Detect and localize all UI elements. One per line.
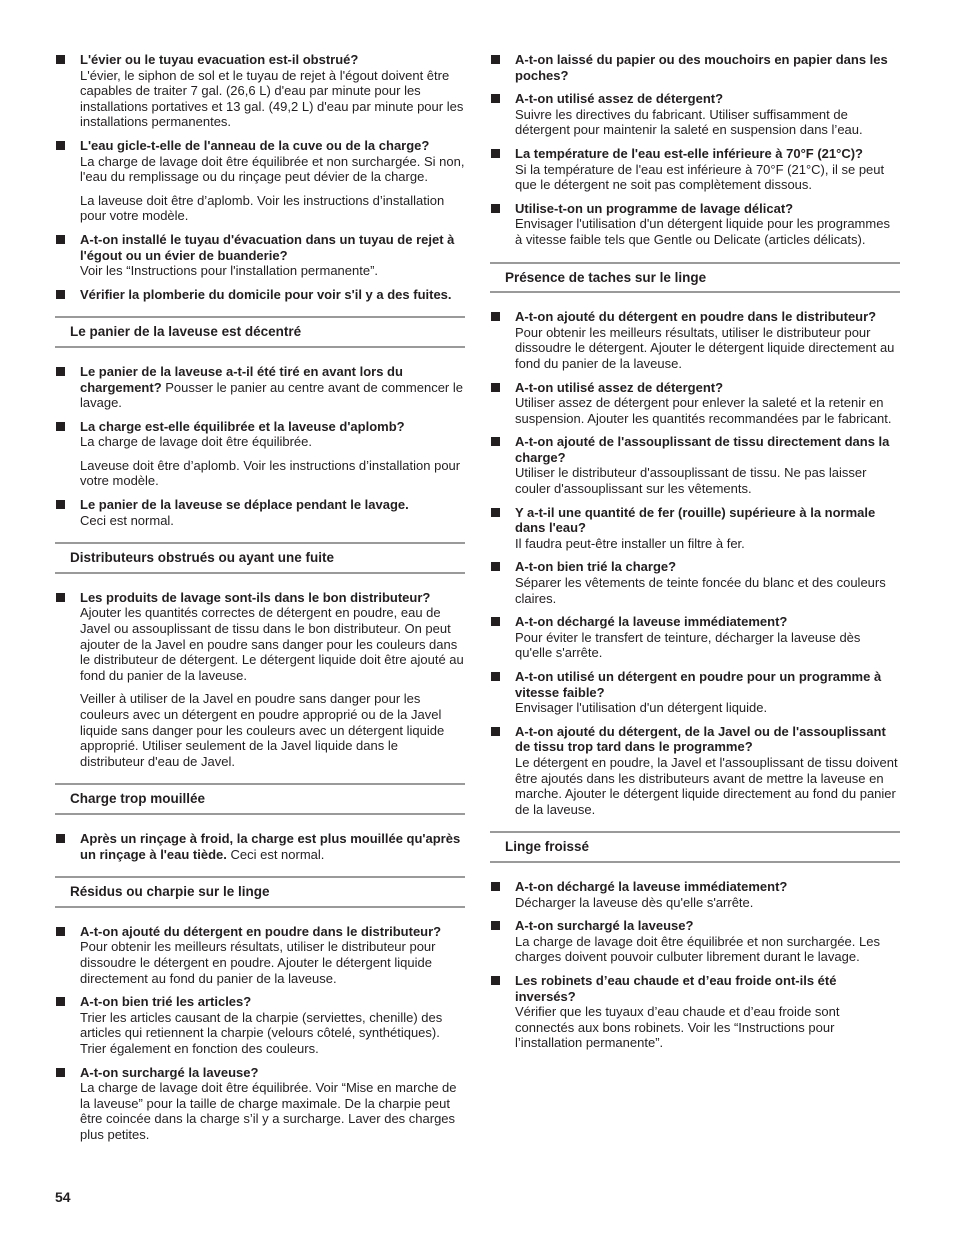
square-bullet-icon [491, 882, 500, 891]
answer: Le détergent en poudre, la Javel et l'assouplissant de tissu doivent être ajoutés dans les distributeurs avant de mettre la laveuse en marche. Ajouter le détergent liquide directement au fond du panier de la laveuse. [515, 754, 898, 817]
section-heading: Présence de taches sur le linge [490, 262, 900, 294]
question: A-t-on ajouté du détergent, de la Javel ou de l'assouplissant de tissu trop tard dans le programme? [515, 723, 886, 755]
list-item [55, 52, 465, 130]
square-bullet-icon [491, 149, 500, 158]
answer: Pousser le panier au centre avant de commencer le lavage. [80, 379, 463, 411]
answer: Envisager l'utilisation d'un détergent liquide pour les programmes à vitesse faible tels que Gentle ou Delicate (articles délicats). [515, 216, 890, 247]
square-bullet-icon [491, 508, 500, 517]
question: A-t-on utilisé assez de détergent? [515, 379, 724, 395]
list-item [490, 973, 900, 1051]
square-bullet-icon [491, 672, 500, 681]
list-item [55, 590, 465, 684]
square-bullet-icon [491, 94, 500, 103]
answer: La charge de lavage doit être équilibrée et non surchargée. Si non, l'eau du remplissage ou du rinçage peut dévier de la charge. [80, 153, 465, 185]
paragraph: Veiller à utiliser de la Javel en poudre sans danger pour les couleurs avec un détergent en poudre approprié ou de la Javel liquide sans danger pour les couleurs avec un détergent liquide approprié. Utiliser seulement de la Javel liquide dans le distributeur d'eau de Javel. [80, 691, 445, 769]
square-bullet-icon [491, 437, 500, 446]
answer: Vérifier que les tuyaux d’eau chaude et d’eau froide sont connectés aux bons robinets. Voir les “Instructions pour l’installation permanente”. [515, 1004, 840, 1051]
list-item [55, 232, 465, 279]
list-item [55, 364, 465, 411]
square-bullet-icon [56, 927, 65, 936]
question: A-t-on bien trié la charge? [515, 559, 677, 575]
question: A-t-on installé le tuyau d'évacuation dans un tuyau de rejet à l'égout ou un évier de buanderie? [80, 231, 455, 263]
question: Le panier de la laveuse a-t-il été tiré en avant lors du chargement? [80, 363, 403, 395]
answer: Séparer les vêtements de teinte foncée du blanc et des couleurs claires. [515, 575, 886, 606]
square-bullet-icon [491, 921, 500, 930]
square-bullet-icon [56, 500, 65, 509]
question: La température de l'eau est-elle inférieure à 70°F (21°C)? [515, 145, 863, 161]
square-bullet-icon [56, 235, 65, 244]
square-bullet-icon [56, 141, 65, 150]
answer: Il faudra peut-être installer un filtre à fer. [515, 535, 745, 551]
answer: Envisager l'utilisation d'un détergent liquide. [515, 700, 768, 716]
question: A-t-on ajouté de l'assouplissant de tissu directement dans la charge? [515, 434, 890, 465]
list-item [490, 879, 900, 910]
square-bullet-icon [56, 55, 65, 64]
list-item [55, 419, 465, 450]
list-item [55, 287, 465, 303]
answer: Voir les “Instructions pour l'installation permanente”. [80, 263, 379, 279]
square-bullet-icon [491, 204, 500, 213]
list-item [490, 380, 900, 427]
list-item [490, 91, 900, 138]
square-bullet-icon [56, 593, 65, 602]
answer: Trier les articles causant de la charpie (serviettes, chenille) des articles qui retiennent la charpie (velours côtelé, synthétiques). Trier également en fonction des couleurs. [80, 1009, 443, 1056]
answer: Si la température de l'eau est inférieure à 70°F (21°C), il se peut que le détergent ne soit pas complètement dissous. [515, 161, 885, 193]
list-item [55, 497, 465, 528]
square-bullet-icon [56, 367, 65, 376]
square-bullet-icon [491, 727, 500, 736]
question: Y a-t-il une quantité de fer (rouille) supérieure à la normale dans l'eau? [515, 504, 876, 536]
question: Les produits de lavage sont-ils dans le bon distributeur? [80, 589, 431, 605]
list-item [490, 669, 900, 716]
right-column [490, 52, 900, 1059]
square-bullet-icon [491, 312, 500, 321]
list-item [490, 201, 900, 248]
answer: Ajouter les quantités correctes de détergent en poudre, eau de Javel ou assouplissant de tissu dans le bon distributeur. On peut ajouter de la Javel en poudre sans danger pour les couleurs dans le distributeur de détergent. Le détergent liquide doit être ajouté au fond du panier de la laveuse. [80, 605, 464, 683]
page-number: 54 [55, 1189, 71, 1205]
list-item [490, 52, 900, 83]
paragraph: Laveuse doit être d’aplomb. Voir les instructions d’installation pour votre modèle. [80, 457, 461, 489]
question: L'évier ou le tuyau evacuation est-il obstrué? [80, 52, 359, 67]
answer: Pour obtenir les meilleurs résultats, utiliser le distributeur pour dissoudre le détergent. Ajouter le détergent liquide directement au fond du panier de la laveuse. [515, 324, 895, 371]
question: Après un rinçage à froid, la charge est plus mouillée qu'après un rinçage à l'eau tiède. [80, 830, 461, 862]
answer: Utiliser assez de détergent pour enlever la saleté et la retenir en suspension. Ajouter les quantités recommandées par le fabricant. [515, 395, 892, 426]
question: La charge est-elle équilibrée et la laveuse d'aplomb? [80, 418, 405, 434]
question: A-t-on surchargé la laveuse? [515, 918, 694, 934]
question: Le panier de la laveuse se déplace pendant le lavage. [80, 497, 409, 513]
square-bullet-icon [491, 562, 500, 571]
square-bullet-icon [56, 834, 65, 843]
question: Vérifier la plomberie du domicile pour voir s'il y a des fuites. [80, 286, 452, 302]
question: L'eau gicle-t-elle de l'anneau de la cuve ou de la charge? [80, 137, 430, 153]
answer: La charge de lavage doit être équilibrée et non surchargée. Les charges doivent pouvoir culbuter librement durant le lavage. [515, 933, 880, 965]
left-column [55, 52, 465, 1150]
question: A-t-on surchargé la laveuse? [80, 1064, 259, 1080]
question: A-t-on utilisé un détergent en poudre pour un programme à vitesse faible? [515, 669, 882, 700]
section-heading: Résidus ou charpie sur le linge [55, 876, 465, 908]
answer: La charge de lavage doit être équilibrée. [80, 434, 312, 450]
list-item [490, 559, 900, 606]
square-bullet-icon [56, 290, 65, 299]
question: A-t-on ajouté du détergent en poudre dans le distributeur? [515, 309, 877, 325]
list-item [55, 994, 465, 1056]
question: A-t-on déchargé la laveuse immédiatement? [515, 878, 788, 894]
answer: Pour éviter le transfert de teinture, décharger la laveuse dès qu'elle s'arrête. [515, 629, 861, 661]
list-item [55, 138, 465, 185]
question: A-t-on déchargé la laveuse immédiatement? [515, 614, 788, 630]
square-bullet-icon [491, 617, 500, 626]
square-bullet-icon [56, 422, 65, 431]
answer: Décharger la laveuse dès qu'elle s'arrête. [515, 894, 754, 910]
square-bullet-icon [491, 383, 500, 392]
answer: Utiliser le distributeur d'assouplissant de tissu. Ne pas laisser couler d'assouplissant sur les vêtements. [515, 465, 867, 497]
question: A-t-on ajouté du détergent en poudre dans le distributeur? [80, 923, 442, 939]
list-item [490, 309, 900, 371]
answer: Suivre les directives du fabricant. Utiliser suffisamment de détergent pour maintenir la saleté en suspension dans l’eau. [515, 106, 863, 138]
question: A-t-on laissé du papier ou des mouchoirs en papier dans les poches? [515, 52, 888, 83]
list-item [490, 434, 900, 496]
square-bullet-icon [56, 997, 65, 1006]
list-item [490, 505, 900, 552]
section-heading: Charge trop mouillée [55, 783, 465, 815]
question: A-t-on bien trié les articles? [80, 994, 252, 1010]
list-item [55, 1065, 465, 1143]
question: A-t-on utilisé assez de détergent? [515, 91, 724, 107]
list-item [55, 831, 465, 862]
answer: L'évier, le siphon de sol et le tuyau de rejet à l'égout doivent être capables de traiter 7 gal. (26,6 L) d'eau par minute pour les installations portatives et 13 gal. (49,2 L) d'eau par minute pour les installations permanentes. [80, 67, 464, 130]
list-item [490, 146, 900, 193]
list-item [490, 724, 900, 818]
square-bullet-icon [491, 976, 500, 985]
section-heading: Le panier de la laveuse est décentré [55, 316, 465, 348]
paragraph: La laveuse doit être d’aplomb. Voir les instructions d’installation pour votre modèle. [80, 192, 445, 224]
answer: Ceci est normal. [80, 512, 174, 528]
list-item [55, 924, 465, 986]
answer: Pour obtenir les meilleurs résultats, utiliser le distributeur pour dissoudre le détergent en poudre. Ajouter le détergent liquide directement au fond du panier de la laveuse. [80, 939, 436, 986]
list-item [490, 918, 900, 965]
square-bullet-icon [56, 1068, 65, 1077]
question: Utilise-t-on un programme de lavage délicat? [515, 200, 794, 216]
question: Les robinets d’eau chaude et d’eau froide ont-ils été inversés? [515, 972, 837, 1004]
square-bullet-icon [491, 55, 500, 64]
section-heading: Linge froissé [490, 831, 900, 863]
answer: Ceci est normal. [230, 846, 325, 862]
answer: La charge de lavage doit être équilibrée. Voir “Mise en marche de la laveuse” pour la taille de charge maximale. De la charpie peut être coincée dans la charge s’il y a surcharge. Laver des charges plus petites. [80, 1080, 457, 1142]
list-item [490, 614, 900, 661]
section-heading: Distributeurs obstrués ou ayant une fuite [55, 542, 465, 574]
